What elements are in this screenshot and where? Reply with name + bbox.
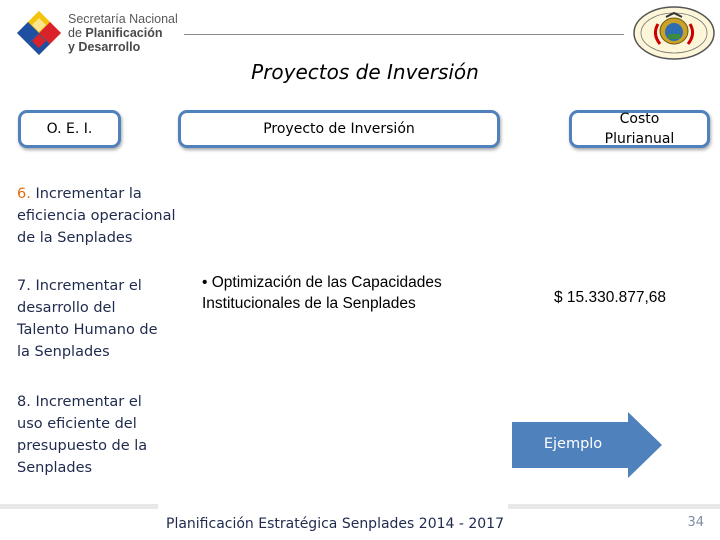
objective-6-text-a: Incrementar la bbox=[30, 186, 142, 202]
ejemplo-button-label: Ejemplo bbox=[543, 436, 603, 452]
oei-header-label: O. E. I. bbox=[46, 121, 93, 137]
objective-7-line-1: 7. Incrementar el bbox=[17, 278, 142, 294]
objective-6-line-2: eficiencia operacional bbox=[17, 208, 176, 224]
cost-header-line-1: Costo bbox=[619, 111, 660, 127]
logo-line-3: y Desarrollo bbox=[68, 40, 141, 54]
page-number: 34 bbox=[687, 515, 704, 530]
logo-line-2-bold: Planificación bbox=[85, 26, 163, 40]
objective-7-line-4: la Senplades bbox=[17, 344, 110, 360]
footer-divider-right bbox=[508, 504, 720, 509]
senplades-wordmark bbox=[68, 12, 178, 54]
project-item bbox=[202, 272, 522, 314]
oei-column-header bbox=[18, 110, 121, 148]
header-divider bbox=[184, 34, 624, 35]
objective-8-line-2: uso eficiente del bbox=[17, 416, 137, 432]
project-header-label: Proyecto de Inversión bbox=[263, 121, 415, 137]
cost-column-header bbox=[569, 110, 710, 148]
objective-6-number: 6. bbox=[17, 186, 31, 202]
project-item-text: Optimización de las Capacidades Institucionales de la Senplades bbox=[202, 274, 442, 312]
ecuador-coat-of-arms-icon bbox=[630, 4, 720, 62]
objective-7-line-3: Talento Humano de bbox=[17, 322, 158, 338]
cost-header-label bbox=[605, 109, 675, 149]
cost-value: $ 15.330.877,68 bbox=[554, 289, 667, 306]
senplades-logo-icon bbox=[16, 10, 62, 56]
project-column-header bbox=[178, 110, 500, 148]
footer-caption: Planificación Estratégica Senplades 2014 - 2017 bbox=[166, 516, 504, 532]
logo-line-2 bbox=[68, 26, 178, 40]
objective-7-line-2: desarrollo del bbox=[17, 300, 116, 316]
objective-6-line-1 bbox=[17, 183, 187, 205]
footer-divider-left bbox=[0, 504, 158, 509]
ejemplo-arrow-button[interactable] bbox=[512, 412, 664, 478]
objective-8 bbox=[17, 391, 167, 479]
logo-line-2-prefix: de bbox=[68, 26, 86, 40]
cost-header-line-2: Plurianual bbox=[604, 131, 675, 147]
objective-7 bbox=[17, 275, 177, 363]
objective-8-line-4: Senplades bbox=[17, 460, 93, 476]
bullet-icon: • bbox=[202, 274, 208, 291]
page-title: Proyectos de Inversión bbox=[251, 60, 479, 84]
objective-8-line-1: 8. Incrementar el bbox=[17, 394, 142, 410]
objective-6 bbox=[17, 183, 187, 249]
logo-line-1: Secretaría Nacional bbox=[68, 12, 178, 26]
objective-8-line-3: presupuesto de la bbox=[17, 438, 148, 454]
objective-6-line-3: de la Senplades bbox=[17, 230, 133, 246]
